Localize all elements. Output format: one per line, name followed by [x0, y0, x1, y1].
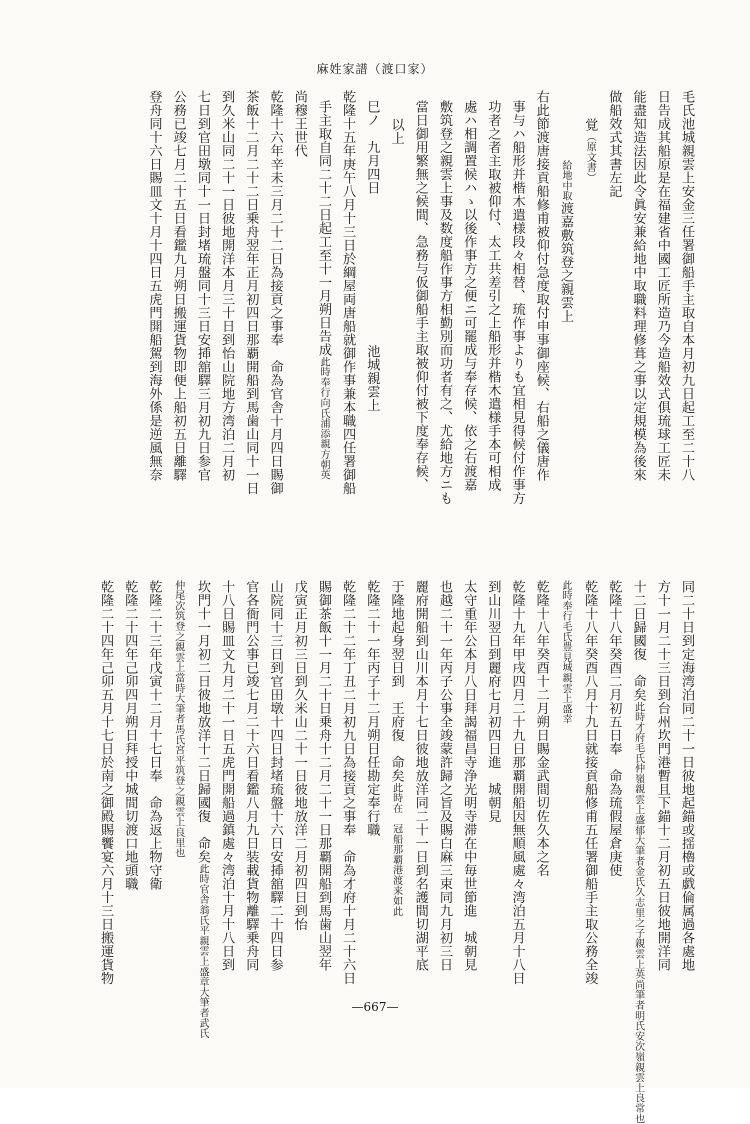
text-column: 能盡知造法因此令眞安兼給地中取職料理修葺之事以定規模為後來 [630, 90, 646, 482]
text-column: 十八日賜皿文九月二十一日五虎門開船過鎮處々湾泊十月十八日到 [219, 580, 235, 972]
upper-text-block [141, 90, 698, 560]
text-column: 乾隆十五年庚午八月十三日於綱屋両唐船就御作事兼本職四任署御船 [340, 90, 356, 495]
text-column: 乾隆十九年甲戌四月二十九日那覇開船因無順風處々湾泊五月十八日 [509, 580, 525, 985]
inline-note: 此時奉行向氏浦添親方朝英 [317, 356, 329, 481]
text-column: 公務已竣七月二十五日看鑑九月朔日搬運貨物即便上船初五日離驛 [170, 90, 186, 482]
text-column: 手主取自同二十二日起工至十一月朔日告成此時奉行向氏浦添親方朝英 [315, 100, 331, 481]
inline-note: 仲尾次筑登之親雲上當時大筆者馬氏宮平筑登之親雲上良里也 [172, 580, 184, 859]
inline-note: 此時官舎翁氏平親雲上盛章大筆者武氏 [196, 863, 208, 1039]
text-column: 乾隆二十二年丁丑二月初九日為接貢之事奉 命為才府十月二十六日 [340, 580, 356, 985]
text-column: 山院同十三日到官田墩十四日封堵琉盤十六日安揷舘驛二十四日参 [267, 580, 283, 972]
text-column: 毛氏池城親雲上安金三任署御船手主取自本月初九日起工至二十八 [679, 90, 694, 482]
text-column: 做船效式其書左記 [606, 90, 622, 198]
text-column: 功者之者主取被仰付、太工共差引之上船形并楷木遣様手本可相成 [485, 100, 501, 492]
text-column: 當日御用繁無之候間、急務与仮御船手主取被仰付被下度奉存候、 [412, 100, 428, 492]
text-column: 也越二十一年丙子公事全竣蒙許歸之旨及賜白麻三束同九月初三日 [436, 580, 452, 972]
text-column: 事与ハ船形并楷木遣様段々相替、琉作事よりも宜相見得候付作事方 [509, 100, 525, 505]
inline-note: 此時才府毛氏仲嶺親雲上盛郁大筆者金氏久志里之子親雲上英尚筆者明氏安次嶺親雲上良常也 [632, 701, 644, 1124]
text-column: 以上 [388, 118, 404, 145]
inline-note: 此時奉行毛氏豊見城親雲上盛幸 [559, 580, 571, 725]
text-column: 于隆地起身翌日到 王府復 命矣此時在 冠船那覇港渡来如此 [388, 580, 404, 917]
text-column: 乾隆二十四年己卯五月十七日於南之御殿賜饗宴六月十三日搬運貨物 [98, 580, 114, 985]
reign-heading: 尚穆王世代 [291, 90, 307, 158]
text-column: 乾隆二十四年己卯四月朔日拜授中城間切渡口地頭職 [122, 580, 138, 891]
text-column: 敷筑登之親雲上事及数度船作事方相勤別而功者有之、尤給地方ニも [436, 100, 452, 505]
text-column: 乾隆二十三年戊寅十二月十七日奉 命為返上物守衛 [146, 580, 162, 891]
date-signature-column [359, 100, 383, 560]
letter-date: 巳ノ 九月四日 [364, 100, 380, 195]
text-column: 乾隆十八年癸酉二月初五日奉 命為琉假屋倉庚使 [606, 580, 622, 877]
text-column: 坎門十一月初二日彼地放洋十二日歸國復 命矣此時官舎翁氏平親雲上盛章大筆者武氏 [194, 580, 210, 1039]
text-column: 到山川翌日到麗府七月初四日進 城朝見 [485, 580, 501, 823]
text-column: 到久米山同二十一日彼地開洋本月三十日到怡山院地方湾泊二月初 [219, 90, 235, 482]
inline-note: 此時在 冠船那覇港渡来如此 [390, 782, 402, 917]
page-number: —667— [351, 1000, 399, 1014]
text-column: 官各衙門公事已竣七月二十六日看鑑八月九日装載貨物離驛乗舟同 [243, 580, 259, 972]
text-column: 十二日歸國復 命矣此時才府毛氏仲嶺親雲上盛郁大筆者金氏久志里之子親雲上英尚筆者明氏安次嶺親雲上良常也 [630, 580, 646, 1124]
text-column: 賜御茶飯十一月二十日乗舟十二月二十一日那覇開船到馬歯山翌年 [315, 580, 331, 972]
running-header: 麻姓家譜（渡口家） [316, 62, 434, 76]
text-column: 處ハ相調置候ハゝ以後作事方之便ニ可罷成与奉存候、依之右渡嘉 [461, 100, 477, 492]
appointee-column [553, 160, 577, 560]
appointee-name: 渡嘉敷筑登之親雲上 [557, 201, 573, 323]
text-column: 登舟同十六日賜皿文十月十四日五虎門開船駕到海外係是逆風無奈 [146, 90, 162, 482]
text-column: 右此節渡唐接貢船修甫被仰付急度取付申事御座候、右船之儀唐作 [533, 90, 549, 482]
text-column: 太守重年公本月八日拜謁福昌寺浄光明寺滞在中毎世節進 城朝見 [461, 580, 477, 972]
text-column: 七日到官田墩同十一日封堵琉盤同十三日安揷舘驛三月初九日参官 [194, 90, 210, 482]
text-column: 乾隆十六年辛未三月二十二日為接貢之事奉 命為官舎十月四日賜御 [267, 90, 283, 495]
source-note: （原文書） [584, 131, 596, 183]
text-column: 戊寅正月初三日到久米山二十一日彼地放洋二月初四日到怡 [291, 580, 307, 931]
heading-text: 覚 [582, 118, 598, 132]
text-column: 乾隆十八年癸酉八月十九日就接貢船修甫五任署御船手主取公務全竣 [582, 580, 598, 985]
text-column: 方十一月二十三日到台州坎門港暫且下錨十二月初五日彼地開洋同 [654, 580, 670, 972]
text-column: 乾隆十八年癸酉十二月朔日賜金武間切佐久本之名 [533, 580, 549, 877]
section-heading [577, 118, 601, 560]
text-column: 麗府開船到山川本月十七日彼地放洋同二十一日到名護間切湖平底 [412, 580, 428, 972]
signatory: 池城親雲上 [364, 344, 380, 412]
office-note: 給地中取 [559, 160, 571, 202]
text-column: 乾隆二十一年丙子十二月朔日任勘定奉行職 [364, 580, 380, 837]
text-column: 茶飯十二月二十二日乗舟翌年正月初四日那覇開船到馬歯山同十一日 [243, 90, 259, 495]
text-column: 日告成其船原是在福建省中國工匠所造乃今造船效式俱琉球工匠未 [654, 90, 670, 482]
text-column: 同二十日到定海湾泊同二十一日彼地起錨或揺櫓或戯倫属過各處地 [679, 580, 694, 972]
